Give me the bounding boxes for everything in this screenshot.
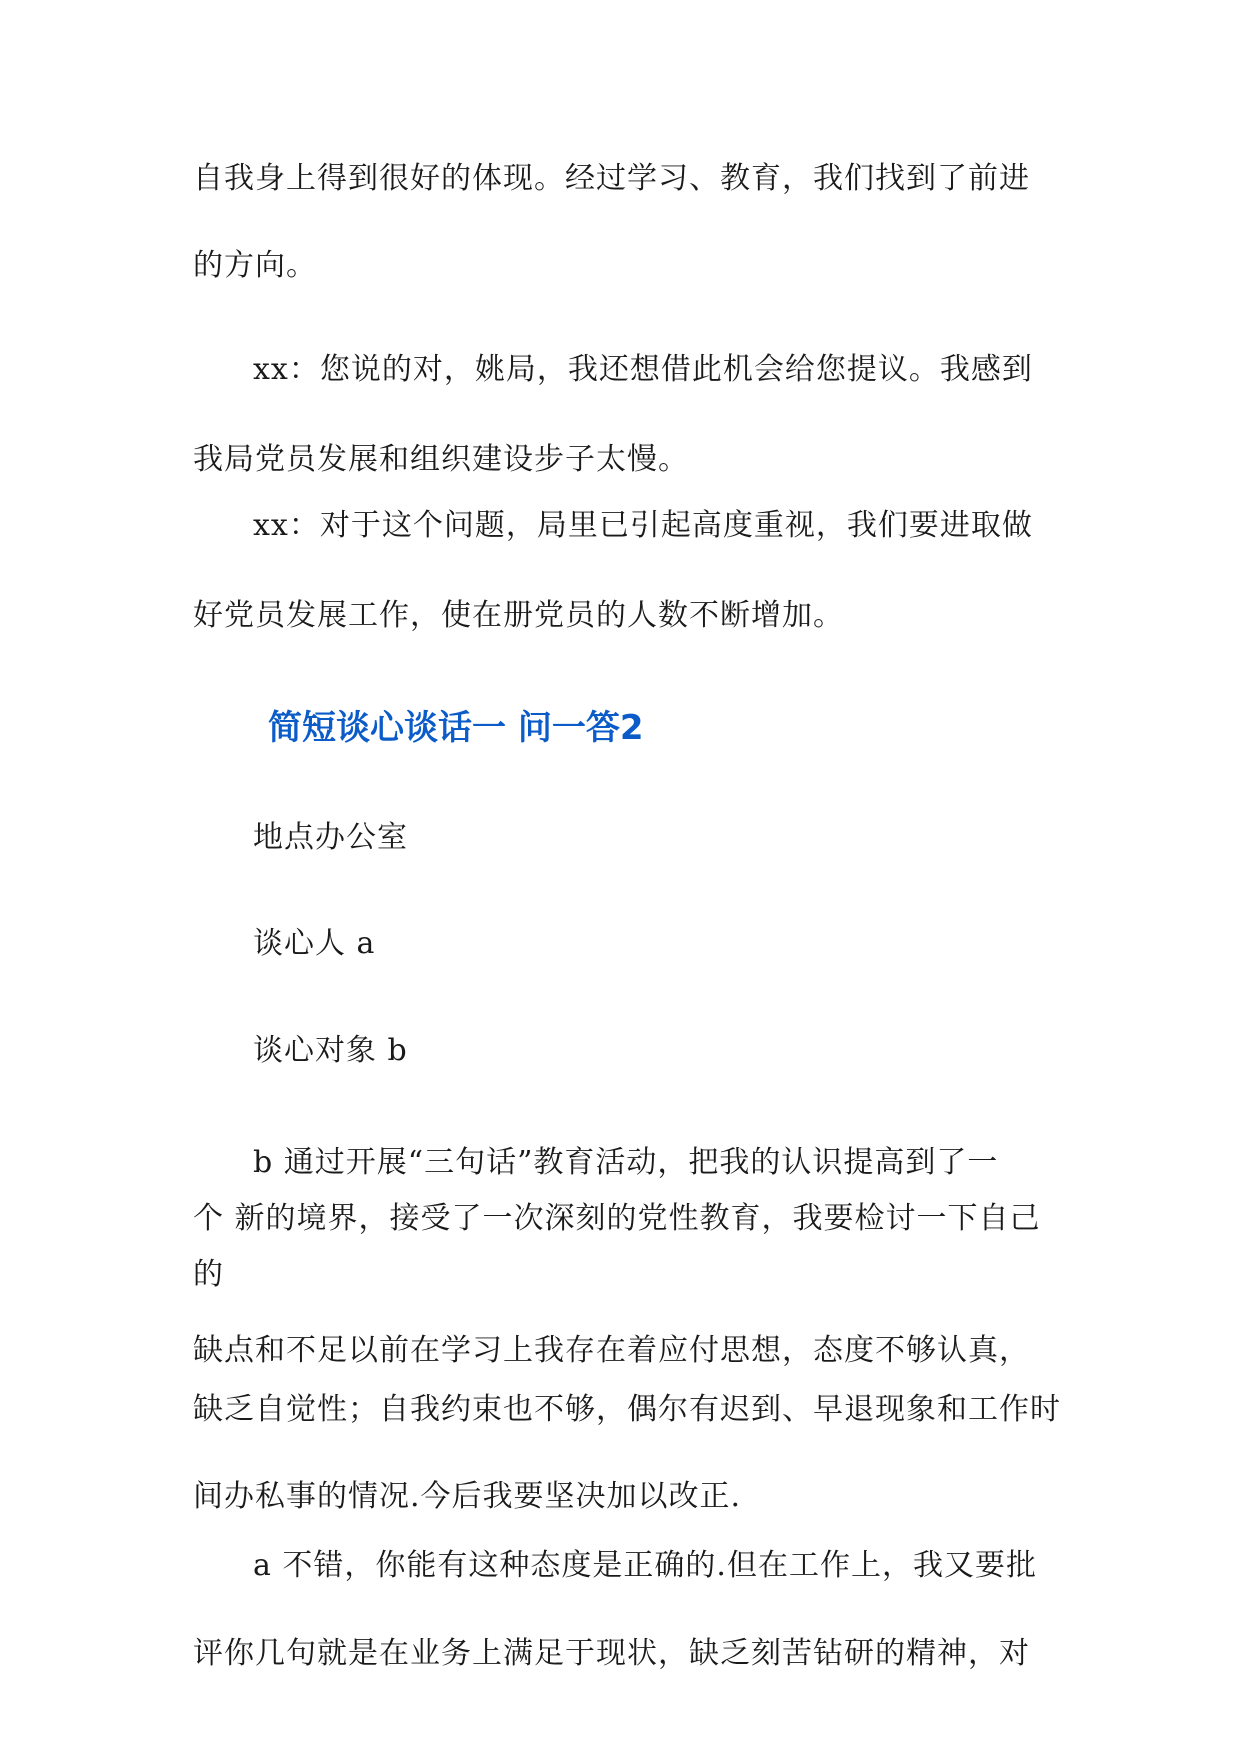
interviewee-line: 谈心对象 b bbox=[253, 1033, 408, 1068]
paragraph-line: 间办私事的情况.今后我要坚决加以改正. bbox=[193, 1479, 742, 1514]
paragraph-line: 评你几句就是在业务上满足于现状，缺乏刻苦钻研的精神，对 bbox=[193, 1636, 1030, 1671]
paragraph-line: 缺乏自觉性；自我约束也不够，偶尔有迟到、早退现象和工作时 bbox=[193, 1392, 1061, 1427]
paragraph-line: 的 bbox=[193, 1257, 224, 1292]
paragraph-line: 好党员发展工作，使在册党员的人数不断增加。 bbox=[193, 598, 844, 633]
paragraph-line: 自我身上得到很好的体现。经过学习、教育，我们找到了前进 bbox=[193, 161, 1030, 196]
interviewer-line: 谈心人 a bbox=[253, 926, 376, 961]
paragraph-line: a 不错，你能有这种态度是正确的.但在工作上，我又要批 bbox=[253, 1548, 1037, 1583]
paragraph-line: 的方向。 bbox=[193, 248, 317, 283]
paragraph-line: 我局党员发展和组织建设步子太慢。 bbox=[193, 442, 689, 477]
section-heading: 简短谈心谈话一 问一答2 bbox=[268, 708, 644, 748]
paragraph-line: xx：对于这个问题，局里已引起高度重视，我们要进取做 bbox=[253, 508, 1033, 543]
location-line: 地点办公室 bbox=[253, 820, 408, 855]
paragraph-line: xx：您说的对，姚局，我还想借此机会给您提议。我感到 bbox=[253, 352, 1033, 387]
paragraph-line: 个 新的境界，接受了一次深刻的党性教育，我要检讨一下自己 bbox=[193, 1201, 1041, 1236]
paragraph-line: b 通过开展“三句话”教育活动，把我的认识提高到了一 bbox=[253, 1145, 999, 1180]
paragraph-line: 缺点和不足以前在学习上我存在着应付思想，态度不够认真， bbox=[193, 1333, 1030, 1368]
